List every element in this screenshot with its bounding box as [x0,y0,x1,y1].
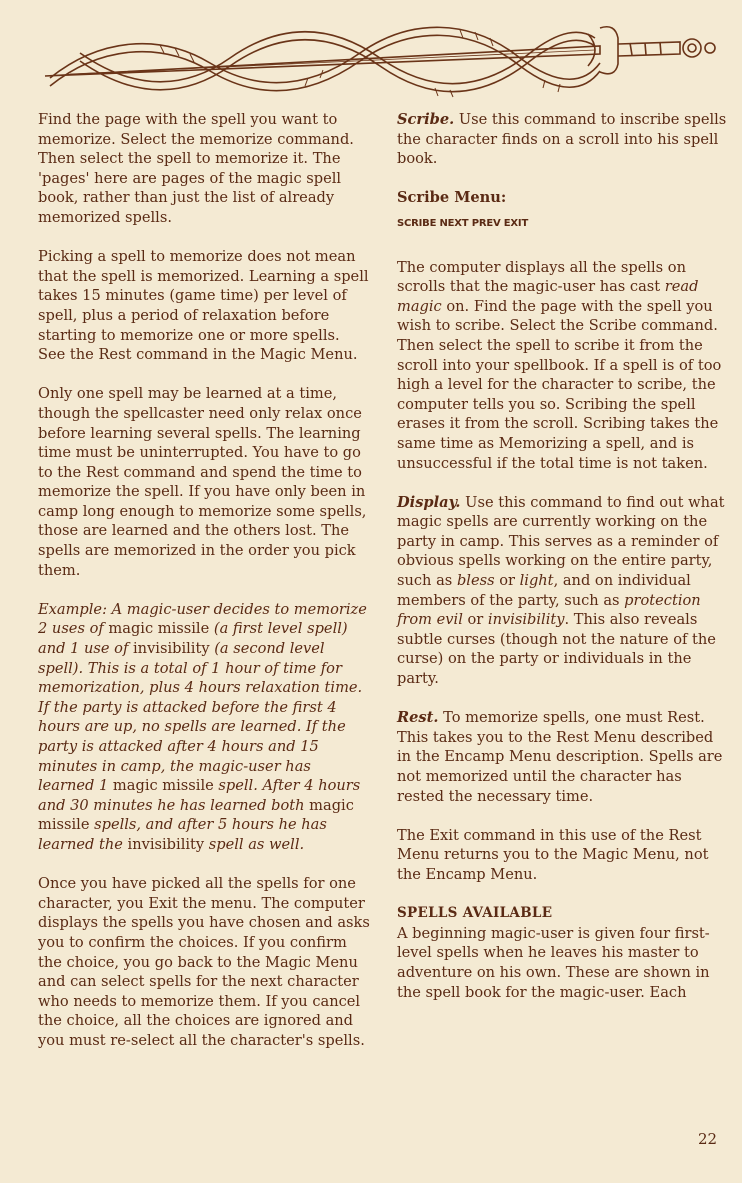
spell-name: magic missile [38,796,354,834]
right-column [397,110,727,1022]
display-paragraph [397,493,727,689]
example-text: spell as well. [208,835,305,853]
scribe-details-text: The computer displays all the spells on scrolls that the magic-user has cast [397,258,686,296]
left-column [38,110,370,1070]
spell-name: magic missile [108,777,219,795]
learning-time-paragraph: Picking a spell to memorize does not mean that the spell is memorized. Learning a spell takes 15 minutes (game time) per level of spell, plus a period of relaxation before starting to memorize one or more spells. See the Rest command in the Magic Menu. [38,248,369,364]
rest-text: To memorize spells, one must Rest. This takes you to the Rest Menu described in the Encamp Menu description. Spells are not memorized until the character has rested the necessary time. [397,709,723,805]
display-text: , and on individual members of the party, such as [397,572,691,609]
spell-name: bless [456,572,495,590]
display-heading: Display. [397,493,461,511]
example-text: Example: A magic-user decides to memorize 2 uses of [38,600,367,638]
sword-ribbon-border-icon [40,8,730,103]
example-text: spell. After 4 hours and 30 minutes he has learned both [38,777,361,814]
memorize-instructions: Find the page with the spell you want to memorize. Select the memorize command. Then select the spell to memorize it. The 'pages' here are pages of the magic spell book, rather than just the list of already memorized spells. [38,111,354,226]
example-text: spells, and after 5 hours he has learned the [38,816,327,853]
scribe-menu-items: SCRIBE NEXT PREV EXIT [397,217,529,229]
spell-name: invisibility [128,640,215,658]
spell-name: read magic [397,278,699,315]
scribe-menu-title: Scribe Menu: [397,189,507,207]
rest-paragraph [397,708,727,806]
spells-available-paragraph: A beginning magic-user is given four first-level spells when he leaves his master to adventure on his own. These are shown in the spell book for the magic-user. Each [397,924,710,1001]
scribe-details-paragraph [397,258,727,474]
spell-name: light [519,572,554,590]
spell-name: invisibility [122,835,209,853]
example-paragraph [38,600,370,855]
display-text: . This also reveals subtle curses (though not the nature of the curse) on the party or individuals in the party. [397,611,716,688]
display-text: Use this command to find out what magic spells are currently working on the party in camp. This serves as a reminder of obvious spells working on the entire party, such as [397,493,725,590]
exit-confirm-paragraph: Once you have picked all the spells for one character, you Exit the menu. The computer displays the spells you have chosen and asks you to confirm the choices. If you confirm the choice, you go back to the Magic Menu and can select spells for the next character who needs to memorize them. If you cancel the choice, all the choices are ignored and you must re-select all the character's spells. [38,875,370,1049]
one-spell-paragraph: Only one spell may be learned at a time, though the spellcaster need only relax once before learning several spells. The learning time must be uninterrupted. You have to go to the Rest command and spend the time to memorize the spell. If you have only been in camp long enough to memorize some spells, those are learned and the others lost. The spells are memorized in the order you pick them. [38,385,367,579]
exit-command-paragraph: The Exit command in this use of the Rest Menu returns you to the Magic Menu, not the Encamp Menu. [397,826,709,883]
scribe-paragraph [397,110,727,169]
spell-name: magic missile [103,620,214,638]
example-text: (a first level spell) and 1 use of [38,620,348,658]
display-text: or [494,572,520,590]
spell-name: protection from evil [397,591,701,629]
spell-name: invisibility [487,611,565,629]
spells-available-title: SPELLS AVAILABLE [397,905,553,922]
rest-heading: Rest. [397,709,439,727]
example-text: (a second level spell). This is a total of 1 hour of time for memorization, plus 4 hours relaxation time. If the party is attacked before the first 4 hours are up, no spells are learned. If the party is attacked after 4 hours and 15 minutes in camp, the magic-user has learned 1 [38,640,363,795]
scribe-details-text: on. Find the page with the spell you wish to scribe. Select the Scribe command. Then select the spell to scribe it from the scroll into your spellbook. If a spell is of too high a level for the character to scribe, the computer tells you so. Scribing the spell erases it from the scroll. Scribing takes the same time as Memorizing a spell, and is unsuccessful if the total time is not taken. [397,297,722,472]
page-number: 22 [698,1130,718,1148]
scribe-text: Use this command to inscribe spells the character finds on a scroll into his spell book. [397,111,727,168]
scribe-heading: Scribe. [397,111,455,128]
display-text: or [462,611,488,629]
